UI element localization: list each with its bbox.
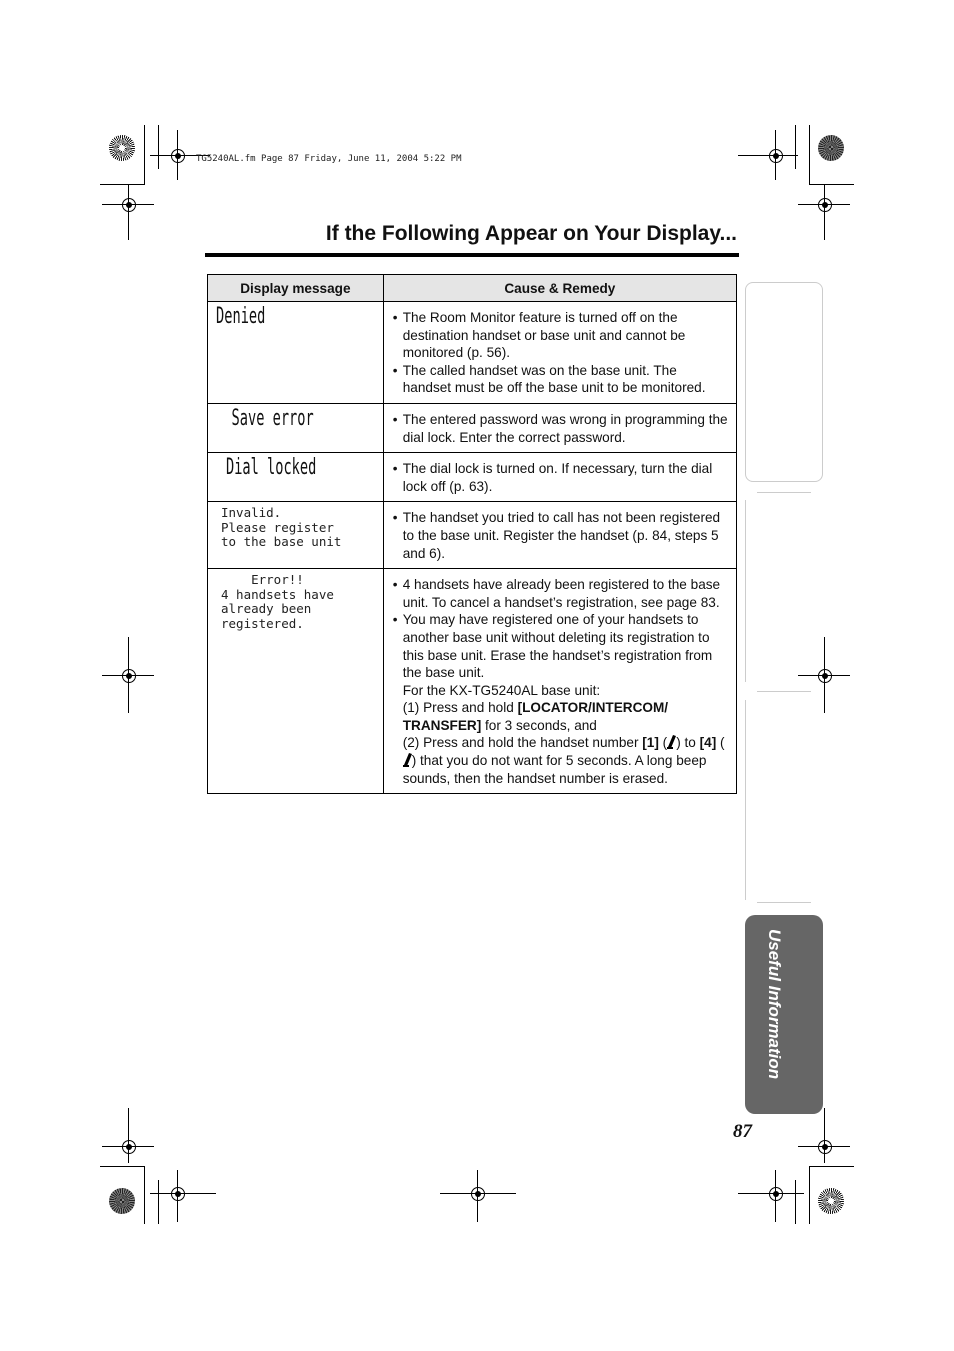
locator-intercom-transfer-key: [LOCATOR/INTERCOM/ TRANSFER]	[402, 700, 669, 733]
display-cell	[208, 453, 384, 502]
remedy-cell	[383, 502, 736, 569]
step-1	[403, 699, 728, 734]
column-header-display: Display message	[208, 275, 384, 302]
remedy-cell	[383, 569, 736, 794]
list-item: • The called handset was on the base unit. The handset must be off the base unit to be monitored.	[393, 362, 728, 397]
side-index-edge	[745, 700, 746, 900]
list-item: • The handset you tried to call has not been registered to the base unit. Register the handset (p. 84, steps 5 and 6).	[393, 509, 728, 562]
remedy-cell	[383, 403, 736, 452]
table-row	[208, 502, 737, 569]
base-unit-line: For the KX-TG5240AL base unit:	[402, 682, 601, 698]
side-index-divider	[757, 902, 811, 903]
list-item: • 4 handsets have already been registered to the base unit. To cancel a handset’s registration, see page 83.	[393, 576, 728, 611]
lcd-message-denied: Denied	[216, 304, 266, 329]
file-info: TG5240AL.fm Page 87 Friday, June 11, 2004 5:22 PM	[196, 154, 462, 164]
lcd-message-dial-locked: Dial locked	[225, 455, 317, 481]
crop-mark	[144, 1166, 145, 1224]
lcd-message-error: Error!! 4 handsets have already been registered.	[221, 572, 334, 631]
crop-mark	[809, 1166, 810, 1224]
section-tab	[745, 915, 823, 1114]
side-index-edge	[745, 500, 746, 682]
list-item: • The entered password was wrong in programming the dial lock. Enter the correct password.	[393, 411, 728, 446]
table-row	[208, 302, 737, 404]
registration-mark-icon	[119, 666, 139, 686]
display-cell	[208, 403, 384, 452]
crop-mark	[795, 125, 796, 169]
remedy-cell	[383, 453, 736, 502]
section-tab-label: Useful Information	[765, 929, 784, 1080]
side-index-box	[745, 282, 823, 482]
display-cell	[208, 302, 384, 404]
remedy-text: You may have registered one of your handsets to another base unit without deleting its registration to this base unit. Erase the handset’s registration from the base unit.	[402, 612, 713, 681]
rosette-icon	[109, 135, 135, 161]
step-2: (2) Press and hold the handset number [1] ( ) to [4] () that you do not want for 5 seconds. A long beep sounds, then the handset number is erased.	[402, 735, 725, 786]
column-header-remedy: Cause & Remedy	[383, 275, 736, 302]
list-item: • The Room Monitor feature is turned off on the destination handset or base unit and cannot be monitored (p. 56).	[393, 309, 728, 362]
registration-mark-icon	[815, 1137, 835, 1157]
list-item	[393, 611, 728, 787]
crop-mark	[144, 125, 145, 185]
registration-mark-icon	[815, 195, 835, 215]
rosette-icon	[818, 135, 844, 161]
registration-mark-icon	[766, 146, 786, 166]
rosette-icon	[109, 1188, 135, 1214]
registration-mark-icon	[766, 1184, 786, 1204]
step-text: that you do not want for 5 seconds. A long beep sounds, then the handset number is erased.	[402, 753, 707, 786]
side-index-divider	[757, 691, 811, 692]
registration-mark-icon	[168, 146, 188, 166]
title-rule	[205, 253, 739, 257]
display-cell	[208, 502, 384, 569]
step-text: (2) Press and hold the handset number	[402, 735, 643, 751]
list-item: • The dial lock is turned on. If necessary, turn the dial lock off (p. 63).	[393, 460, 728, 495]
display-message-table	[207, 274, 737, 794]
step-text: to	[680, 735, 700, 751]
step-text: for 3 seconds, and	[481, 717, 597, 733]
page-number: 87	[733, 1121, 752, 1142]
crop-mark	[100, 184, 145, 185]
table-row	[208, 403, 737, 452]
registration-mark-icon	[815, 666, 835, 686]
step-text: (1) Press and hold	[402, 700, 518, 716]
crop-mark	[795, 1180, 796, 1224]
crop-mark	[100, 1166, 145, 1167]
registration-mark-icon	[119, 195, 139, 215]
handset-icon	[667, 735, 676, 749]
crop-mark	[809, 125, 810, 185]
display-cell	[208, 569, 384, 794]
crop-mark	[158, 1180, 159, 1224]
registration-mark-icon	[168, 1184, 188, 1204]
handset-icon	[403, 753, 412, 767]
handset-key-1: [1]	[642, 735, 659, 751]
table-row	[208, 569, 737, 794]
table-row	[208, 453, 737, 502]
handset-key-4: [4]	[699, 735, 717, 751]
registration-mark-icon	[119, 1137, 139, 1157]
remedy-cell	[383, 302, 736, 404]
lcd-message-invalid: Invalid. Please register to the base unit	[221, 505, 342, 550]
registration-mark-icon	[468, 1184, 488, 1204]
rosette-icon	[818, 1188, 844, 1214]
page-title: If the Following Appear on Your Display...	[325, 222, 737, 245]
crop-mark	[809, 1166, 854, 1167]
crop-mark	[809, 184, 854, 185]
side-index-divider	[757, 492, 811, 493]
lcd-message-save-error: Save error	[231, 405, 314, 431]
crop-mark	[158, 125, 159, 169]
table-header-row	[208, 275, 737, 302]
